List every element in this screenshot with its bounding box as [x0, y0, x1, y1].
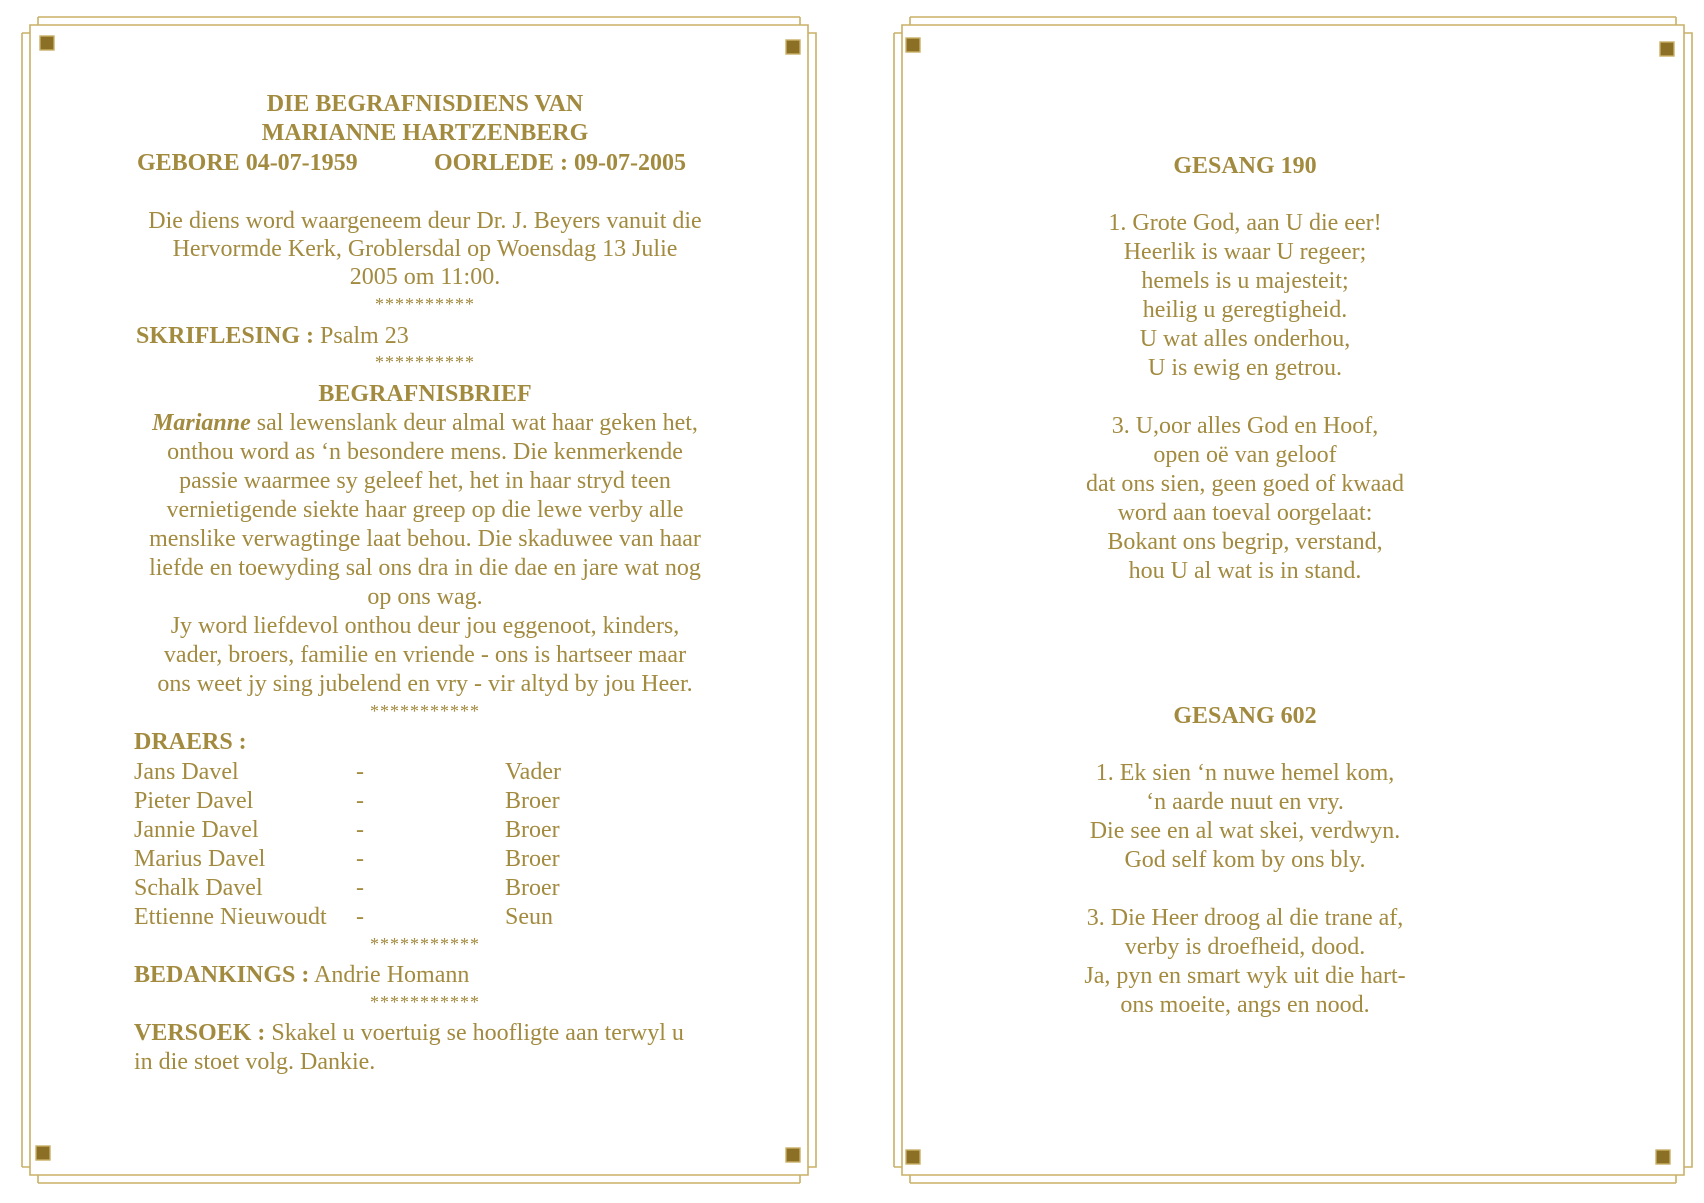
hymn-line: Heerlik is waar U regeer; [1123, 239, 1367, 265]
separator: *********** [370, 992, 480, 1012]
hymn-line: verby is droefheid, dood. [1124, 934, 1366, 960]
letter-line: vernietigende siekte haar greep op die lewe verby alle [166, 497, 684, 523]
hymn-line: 3. Die Heer droog al die trane af, [1086, 905, 1404, 931]
bearer-relation: Broer [505, 846, 560, 872]
thanks-label: BEDANKINGS : [134, 962, 310, 988]
letter-line: op ons wag. [367, 584, 483, 610]
hymn-line: Bokant ons begrip, verstand, [1107, 529, 1383, 555]
request-text-line2: in die stoet volg. Dankie. [134, 1049, 376, 1075]
bearer-dash: - [356, 875, 364, 901]
bearer-dash: - [356, 759, 364, 785]
bearer-name: Marius Davel [134, 846, 266, 872]
letter-line: menslike verwagtinge laat behou. Die skaduwee van haar [149, 526, 701, 552]
letter-line: liefde en toewyding sal ons dra in die dae en jare wat nog [149, 555, 701, 581]
service-heading: DIE BEGRAFNISDIENS VAN [266, 91, 584, 117]
letter-name: Marianne [152, 410, 251, 436]
hymn-line: hemels is u majesteit; [1141, 268, 1349, 294]
scripture-value: Psalm 23 [320, 323, 409, 349]
hymn-line: ons moeite, angs en nood. [1120, 992, 1370, 1018]
bearer-relation: Broer [505, 817, 560, 843]
separator: ********** [375, 352, 475, 372]
hymn-line: Ja, pyn en smart wyk uit die hart- [1084, 963, 1406, 989]
letter-line: ons weet jy sing jubelend en vry - vir altyd by jou Heer. [157, 671, 693, 697]
hymn-line: U is ewig en getrou. [1148, 355, 1342, 381]
bearer-name: Jannie Davel [134, 817, 259, 843]
thanks-value: Andrie Homann [314, 962, 470, 988]
letter-line [0, 409, 850, 437]
separator: *********** [370, 701, 480, 721]
deceased-name: MARIANNE HARTZENBERG [261, 120, 589, 146]
letter-line-text: sal lewenslank deur almal wat haar geken het, [256, 410, 698, 436]
scripture-reading [136, 322, 409, 350]
request-label: VERSOEK : [134, 1020, 266, 1046]
service-line: 2005 om 11:00. [349, 264, 501, 290]
bearer-relation: Broer [505, 788, 560, 814]
hymn-line: dat ons sien, geen goed of kwaad [1086, 471, 1404, 497]
letter-heading: BEGRAFNISBRIEF [318, 381, 532, 407]
hymn-line: God self kom by ons bly. [1124, 847, 1366, 873]
bearer-name: Schalk Davel [134, 875, 263, 901]
bearer-dash: - [356, 846, 364, 872]
birth-date: GEBORE 04-07-1959 [137, 150, 358, 176]
bearer-relation: Seun [505, 904, 553, 930]
bearer-dash: - [356, 817, 364, 843]
hymn-title: GESANG 190 [1173, 153, 1317, 179]
hymn-line: 1. Grote God, aan U die eer! [1108, 210, 1382, 236]
left-page [0, 0, 850, 1203]
hymn-line: heilig u geregtigheid. [1142, 297, 1348, 323]
bearer-relation: Vader [505, 759, 561, 785]
letter-line: Jy word liefdevol onthou deur jou eggenoot, kinders, [170, 613, 680, 639]
letter-line: vader, broers, familie en vriende - ons is hartseer maar [163, 642, 687, 668]
separator: ********** [375, 294, 475, 314]
service-line: Die diens word waargeneem deur Dr. J. Beyers vanuit die [148, 208, 702, 234]
hymn-line: open oë van geloof [1153, 442, 1337, 468]
bearer-dash: - [356, 904, 364, 930]
hymn-line: 3. U,oor alles God en Hoof, [1111, 413, 1379, 439]
thanks [134, 961, 469, 989]
bearers-label: DRAERS : [134, 729, 247, 755]
service-line: Hervormde Kerk, Groblersdal op Woensdag 13 Julie [172, 236, 678, 262]
right-page [866, 0, 1704, 1203]
hymn-line: U wat alles onderhou, [1139, 326, 1351, 352]
bearer-name: Ettienne Nieuwoudt [134, 904, 327, 930]
bearer-name: Pieter Davel [134, 788, 254, 814]
request-text: Skakel u voertuig se hoofligte aan terwyl u [271, 1020, 684, 1046]
hymn-line: Die see en al wat skei, verdwyn. [1089, 818, 1401, 844]
hymn-line: ‘n aarde nuut en vry. [1146, 789, 1344, 815]
bearer-dash: - [356, 788, 364, 814]
death-date: OORLEDE : 09-07-2005 [434, 150, 686, 176]
scripture-label: SKRIFLESING : [136, 323, 315, 349]
letter-line: passie waarmee sy geleef het, het in haar stryd teen [179, 468, 671, 494]
hymn-title: GESANG 602 [1173, 703, 1317, 729]
separator: *********** [370, 934, 480, 954]
hymn-line: word aan toeval oorgelaat: [1117, 500, 1373, 526]
letter-line: onthou word as ‘n besondere mens. Die kenmerkende [167, 439, 683, 465]
bearer-name: Jans Davel [134, 759, 239, 785]
hymn-line: 1. Ek sien ‘n nuwe hemel kom, [1095, 760, 1395, 786]
hymn-line: hou U al wat is in stand. [1128, 558, 1362, 584]
request [134, 1019, 684, 1047]
bearer-relation: Broer [505, 875, 560, 901]
